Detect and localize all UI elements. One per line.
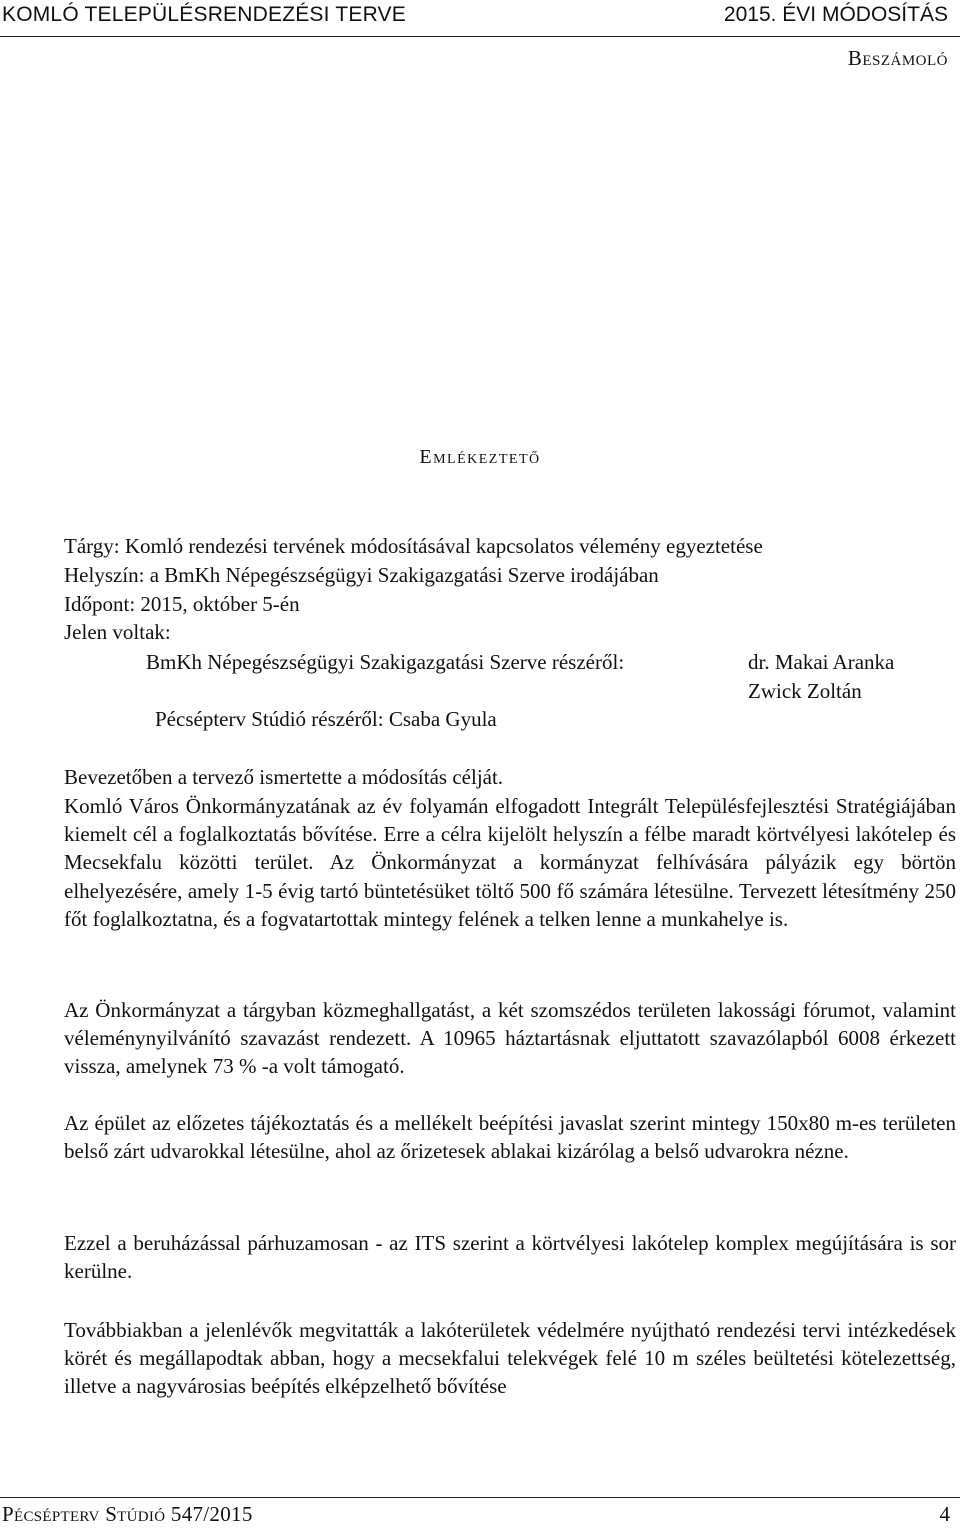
meta-time: Időpont: 2015, október 5-én xyxy=(64,592,300,616)
attendee-org-2: Pécsépterv Stúdió részéről: Csaba Gyula xyxy=(155,707,497,731)
page-header xyxy=(0,0,960,37)
paragraph-strategy: Komló Város Önkormányzatának az év folyamán elfogadott Integrált Településfejlesztési Stratégiájában kiemelt cél a foglalkoztatás bővítése. Erre a célra kijelölt helyszín a félbe maradt körtvélyesi lakótelep és Mecsekfalu közötti terület. Az Önkormányzat a kormányzat felhívására pályázik egy börtön elhelyezésére, amely 1-5 évig tartó büntetésüket töltő 500 fő számára létesülne. Tervezett létesítmény 250 főt foglalkoztatna, és a fogvatartottak mintegy felének a telken lenne a munkahelye is. xyxy=(64,794,956,931)
meta-location: Helyszín: a BmKh Népegészségügyi Szakigazgatási Szerve irodájában xyxy=(64,563,659,587)
paragraph-building: Az épület az előzetes tájékoztatás és a mellékelt beépítési javaslat szerint mintegy 150x80 m-es területen belső zárt udvarokkal létesülne, ahol az őrizetesek ablakai kizárólag a belső udvarokra nézne. xyxy=(64,1111,956,1164)
footer-studio-reference: Pécsépterv Stúdió 547/2015 xyxy=(2,1502,253,1526)
document-title: Emlékeztető xyxy=(419,446,541,468)
attendee-person-2: Zwick Zoltán xyxy=(748,679,862,703)
header-section-label: Beszámoló xyxy=(847,46,948,70)
attendee-person-1: dr. Makai Aranka xyxy=(748,650,895,674)
footer-rule xyxy=(0,1497,960,1498)
paragraph-intro: Bevezetőben a tervező ismertette a módosítás célját. xyxy=(64,765,504,789)
header-document-title: KOMLÓ TELEPÜLÉSRENDEZÉSI TERVE xyxy=(2,3,406,26)
paragraph-discussion: Továbbiakban a jelenlévők megvitatták a lakóterületek védelmére nyújtható rendezési tervi intézkedések körét és megállapodtak abban, hogy a mecsekfalui telekvégek felé 10 m széles beültetési kötelezettség, illetve a nagyvárosias beépítés elképzelhető bővítése xyxy=(64,1318,956,1399)
header-revision-label: 2015. ÉVI MÓDOSÍTÁS xyxy=(723,3,948,26)
paragraph-consultation: Az Önkormányzat a tárgyban közmeghallgatást, a két szomszédos területen lakossági fórumot, valamint véleménynyilvánító szavazást rendezett. A 10965 háztartásnak eljuttatott szavazólapból 6008 érkezett vissza, amelynek 73 % -a volt támogató. xyxy=(64,998,956,1079)
paragraph-parallel: Ezzel a beruházással párhuzamosan - az ITS szerint a körtvélyesi lakótelep komplex megújítására is sor kerülne. xyxy=(64,1231,956,1284)
meta-subject: Tárgy: Komló rendezési tervének módosításával kapcsolatos vélemény egyeztetése xyxy=(64,534,763,558)
meta-present-label: Jelen voltak: xyxy=(64,620,171,644)
attendee-org-1: BmKh Népegészségügyi Szakigazgatási Szerve részéről: xyxy=(146,650,625,674)
page-number: 4 xyxy=(939,1502,950,1526)
